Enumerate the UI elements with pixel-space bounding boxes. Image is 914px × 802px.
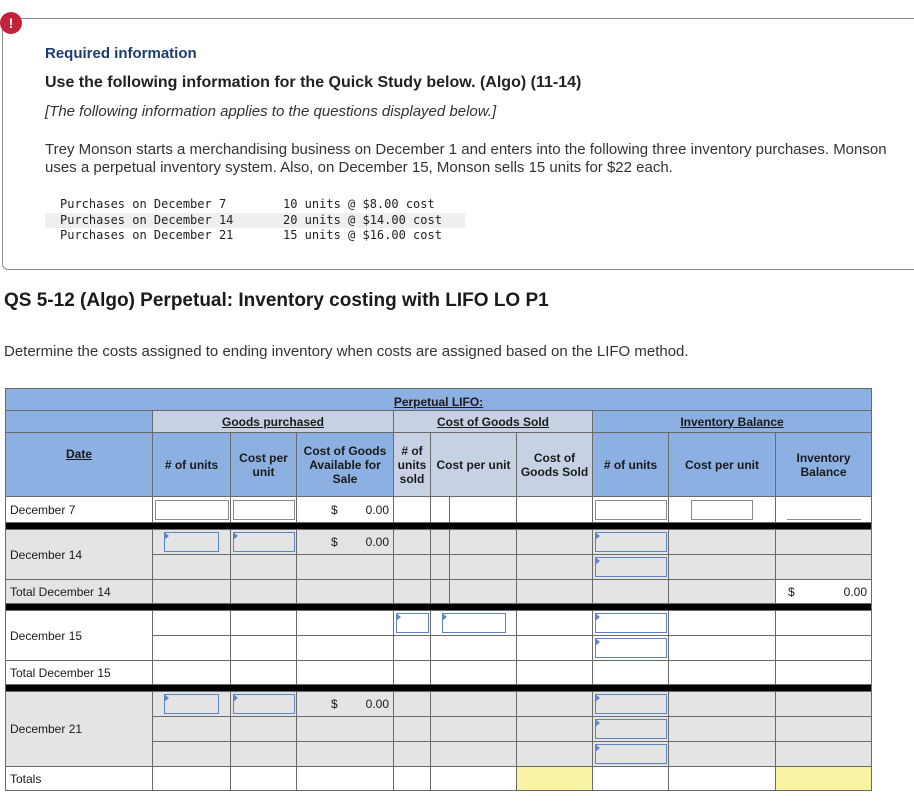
gp-cost-cell xyxy=(231,497,297,523)
ib-units-input[interactable] xyxy=(595,557,667,577)
ib-units-input[interactable] xyxy=(595,532,667,552)
purchase-value: 15 units @ $16.00 cost xyxy=(283,228,442,242)
gp-units-input[interactable] xyxy=(164,532,219,552)
ib-total-cell xyxy=(776,497,872,523)
ib-units-input[interactable] xyxy=(595,694,667,714)
gp-units-header: # of units xyxy=(153,433,231,497)
row-label: December 15 xyxy=(6,611,153,661)
purchase-row xyxy=(45,197,465,213)
ib-total-input[interactable] xyxy=(787,500,861,520)
question-title: QS 5-12 (Algo) Perpetual: Inventory costing with LIFO LO P1 xyxy=(4,290,549,311)
cogs-units-header: # of units sold xyxy=(394,433,431,497)
gp-cost-input[interactable] xyxy=(233,694,295,714)
gp-avail-value: 0.00 xyxy=(365,697,389,711)
table-row-total15 xyxy=(6,661,872,685)
ib-units-input[interactable] xyxy=(595,719,667,739)
row-label: Total December 14 xyxy=(6,580,153,604)
ib-cost-cell xyxy=(669,497,776,523)
lifo-table xyxy=(5,388,872,791)
row-label: December 14 xyxy=(6,530,153,580)
date-header-spacer xyxy=(6,411,153,433)
applies-note: [The following information applies to the questions displayed below.] xyxy=(45,103,497,120)
table-row-dec7 xyxy=(6,497,872,523)
table-row-total14 xyxy=(6,580,872,604)
ib-total-value: 0.00 xyxy=(843,584,867,599)
ib-total-header: Inventory Balance xyxy=(776,433,872,497)
purchase-label: Purchases on December 7 xyxy=(60,197,227,211)
row-label: Totals xyxy=(6,767,153,791)
table-row-dec15 xyxy=(6,611,872,636)
gp-avail-cell xyxy=(297,497,394,523)
cogs-total-header: Cost of Goods Sold xyxy=(517,433,593,497)
cogs-cost-input[interactable] xyxy=(442,613,506,633)
ib-units-header: # of units xyxy=(593,433,669,497)
lifo-table-wrapper xyxy=(5,388,872,791)
row-label: Total December 15 xyxy=(6,661,153,685)
ib-cost-header: Cost per unit xyxy=(669,433,776,497)
ib-total-answer[interactable] xyxy=(776,767,872,791)
gp-available-header: Cost of Goods Available for Sale xyxy=(297,433,394,497)
gp-units-input[interactable] xyxy=(155,500,229,520)
row-label: December 7 xyxy=(6,497,153,523)
ib-units-input[interactable] xyxy=(595,638,667,658)
purchase-label: Purchases on December 14 xyxy=(60,212,234,227)
purchase-row xyxy=(45,213,465,229)
currency-symbol: $ xyxy=(331,697,338,711)
date-header: Date xyxy=(6,433,153,497)
goods-purchased-header: Goods purchased xyxy=(153,411,394,433)
purchase-value: 20 units @ $14.00 cost xyxy=(283,212,442,227)
gp-units-input[interactable] xyxy=(164,694,219,714)
table-row-dec21 xyxy=(6,692,872,717)
scenario-text: Trey Monson starts a merchandising business on December 1 and enters into the following three inventory purchases. Monson uses a perpetual inventory system. Also, on December 15, Monson sells 15 units for $22 each. xyxy=(45,141,887,176)
ib-cost-input[interactable] xyxy=(691,500,753,520)
gp-avail-value: 0.00 xyxy=(365,502,389,517)
table-title: Perpetual LIFO: xyxy=(6,389,872,411)
required-info-heading: Required information xyxy=(45,45,197,62)
cogs-units-input[interactable] xyxy=(396,613,429,633)
purchase-value: 10 units @ $8.00 cost xyxy=(283,197,435,211)
cogs-cost-header: Cost per unit xyxy=(431,433,517,497)
purchases-list xyxy=(45,197,465,244)
alert-icon: ! xyxy=(0,12,22,34)
cogs-header: Cost of Goods Sold xyxy=(394,411,593,433)
use-info-title: Use the following information for the Quick Study below. (Algo) (11-14) xyxy=(45,74,582,91)
table-row-dec14 xyxy=(6,530,872,555)
currency-symbol: $ xyxy=(331,502,338,517)
ib-units-input[interactable] xyxy=(595,500,667,520)
gp-cost-input[interactable] xyxy=(233,500,295,520)
cogs-total-answer[interactable] xyxy=(517,767,593,791)
purchase-label: Purchases on December 21 xyxy=(60,228,234,242)
table-row-totals xyxy=(6,767,872,791)
inventory-balance-header: Inventory Balance xyxy=(593,411,872,433)
currency-symbol: $ xyxy=(788,584,795,599)
row-label: December 21 xyxy=(6,692,153,767)
gp-avail-value: 0.00 xyxy=(365,535,389,549)
ib-units-input[interactable] xyxy=(595,744,667,764)
purchase-row xyxy=(45,228,465,244)
question-instruction: Determine the costs assigned to ending inventory when costs are assigned based on the LIFO method. xyxy=(4,343,689,360)
currency-symbol: $ xyxy=(331,535,338,549)
ib-units-cell xyxy=(593,497,669,523)
ib-units-input[interactable] xyxy=(595,613,667,633)
gp-units-cell xyxy=(153,497,231,523)
gp-cost-header: Cost per unit xyxy=(231,433,297,497)
gp-cost-input[interactable] xyxy=(233,532,295,552)
